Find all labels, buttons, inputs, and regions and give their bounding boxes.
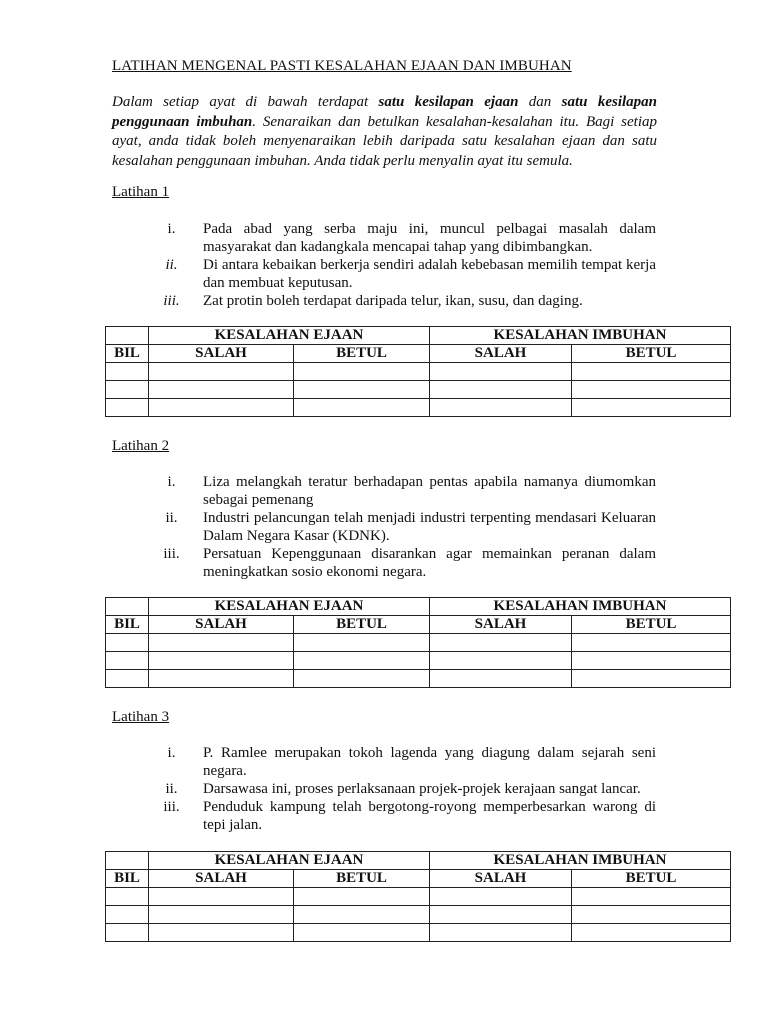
header-salah: SALAH — [149, 616, 294, 634]
instructions-text: . Senaraikan dan betulkan kesalahan-kesalahan itu. Bagi setiap ayat, anda tidak boleh menyenaraikan lebih daripada satu kesalahan ejaan dan satu kesalahan penggunaan imbuhan. Anda tidak perlu menyalin ayat itu semula. — [112, 113, 657, 169]
answer-cell[interactable] — [106, 924, 149, 942]
header-kesalahan-ejaan: KESALAHAN EJAAN — [149, 598, 430, 616]
header-salah: SALAH — [430, 616, 572, 634]
latihan-2-sentences — [140, 473, 656, 581]
answer-cell[interactable] — [572, 363, 731, 381]
header-salah: SALAH — [430, 870, 572, 888]
answer-cell[interactable] — [294, 363, 430, 381]
header-kesalahan-imbuhan: KESALAHAN IMBUHAN — [430, 598, 731, 616]
sentence-item — [140, 473, 656, 509]
item-number: ii. — [165, 781, 178, 797]
instructions-emphasis-imbuhan: satu kesilapan penggunaan imbuhan — [112, 94, 657, 130]
sentence-item — [140, 220, 656, 256]
header-bil: BIL — [106, 616, 149, 634]
answer-cell[interactable] — [430, 634, 572, 652]
header-betul: BETUL — [294, 345, 430, 363]
latihan-3-heading: Latihan 3 — [112, 709, 170, 725]
header-bil: BIL — [106, 345, 149, 363]
item-number: iii. — [163, 799, 180, 815]
header-betul: BETUL — [572, 345, 731, 363]
sentence-item — [140, 780, 656, 798]
latihan-2-answer-table — [105, 597, 731, 688]
answer-row — [106, 906, 731, 924]
sentence-item — [140, 509, 656, 545]
answer-row — [106, 363, 731, 381]
item-number: i. — [167, 745, 176, 761]
answer-cell[interactable] — [294, 670, 430, 688]
latihan-1-heading: Latihan 1 — [112, 184, 170, 200]
item-number: i. — [167, 474, 176, 490]
header-kesalahan-imbuhan: KESALAHAN IMBUHAN — [430, 852, 731, 870]
answer-cell[interactable] — [294, 652, 430, 670]
header-salah: SALAH — [149, 345, 294, 363]
answer-cell[interactable] — [149, 381, 294, 399]
answer-cell[interactable] — [149, 652, 294, 670]
table-corner-cell — [106, 327, 149, 345]
header-betul: BETUL — [294, 870, 430, 888]
answer-cell[interactable] — [106, 381, 149, 399]
answer-cell[interactable] — [572, 924, 731, 942]
answer-row — [106, 399, 731, 417]
answer-cell[interactable] — [106, 888, 149, 906]
instructions-text: Dalam setiap ayat di bawah terdapat — [112, 94, 379, 110]
answer-cell[interactable] — [572, 888, 731, 906]
item-text: Industri pelancungan telah menjadi industri terpenting mendasari Keluaran Dalam Negara Kasar (KDNK). — [203, 510, 656, 544]
sentence-item — [140, 744, 656, 780]
table-corner-cell — [106, 598, 149, 616]
header-betul: BETUL — [572, 616, 731, 634]
answer-cell[interactable] — [149, 924, 294, 942]
answer-cell[interactable] — [106, 634, 149, 652]
answer-cell[interactable] — [149, 363, 294, 381]
answer-cell[interactable] — [572, 381, 731, 399]
item-number: iii. — [163, 293, 180, 309]
answer-cell[interactable] — [430, 399, 572, 417]
answer-cell[interactable] — [430, 906, 572, 924]
item-number: iii. — [163, 546, 180, 562]
answer-row — [106, 652, 731, 670]
sentence-item — [140, 256, 656, 292]
answer-cell[interactable] — [430, 888, 572, 906]
answer-cell[interactable] — [572, 652, 731, 670]
answer-cell[interactable] — [106, 670, 149, 688]
answer-cell[interactable] — [149, 888, 294, 906]
answer-row — [106, 670, 731, 688]
answer-cell[interactable] — [572, 399, 731, 417]
item-text: Liza melangkah teratur berhadapan pentas apabila namanya diumomkan sebagai pemenang — [203, 474, 656, 508]
table-corner-cell — [106, 852, 149, 870]
header-betul: BETUL — [294, 616, 430, 634]
sentence-item — [140, 545, 656, 581]
answer-cell[interactable] — [106, 652, 149, 670]
header-kesalahan-imbuhan: KESALAHAN IMBUHAN — [430, 327, 731, 345]
item-text: Penduduk kampung telah bergotong-royong memperbesarkan warong di tepi jalan. — [203, 799, 656, 833]
answer-cell[interactable] — [572, 906, 731, 924]
page-title: LATIHAN MENGENAL PASTI KESALAHAN EJAAN DAN IMBUHAN — [112, 58, 572, 74]
answer-cell[interactable] — [572, 670, 731, 688]
item-number: ii. — [165, 257, 178, 273]
instructions-paragraph — [112, 93, 657, 171]
latihan-1-answer-table — [105, 326, 731, 417]
answer-cell[interactable] — [294, 634, 430, 652]
answer-row — [106, 924, 731, 942]
answer-cell[interactable] — [294, 399, 430, 417]
answer-row — [106, 888, 731, 906]
latihan-1-sentences — [140, 220, 656, 310]
header-kesalahan-ejaan: KESALAHAN EJAAN — [149, 327, 430, 345]
answer-cell[interactable] — [106, 399, 149, 417]
item-text: Pada abad yang serba maju ini, muncul pelbagai masalah dalam masyarakat dan kadangkala mencapai tahap yang dibimbangkan. — [203, 221, 656, 255]
answer-cell[interactable] — [149, 906, 294, 924]
header-kesalahan-ejaan: KESALAHAN EJAAN — [149, 852, 430, 870]
answer-row — [106, 634, 731, 652]
answer-cell[interactable] — [430, 670, 572, 688]
header-betul: BETUL — [572, 870, 731, 888]
answer-cell[interactable] — [430, 363, 572, 381]
answer-cell[interactable] — [149, 670, 294, 688]
answer-cell[interactable] — [294, 906, 430, 924]
answer-cell[interactable] — [430, 924, 572, 942]
item-number: i. — [167, 221, 176, 237]
item-text: P. Ramlee merupakan tokoh lagenda yang diagung dalam sejarah seni negara. — [203, 745, 656, 779]
latihan-3-answer-table — [105, 851, 731, 942]
sentence-item — [140, 798, 656, 834]
instructions-text: dan — [518, 94, 562, 110]
answer-cell[interactable] — [430, 381, 572, 399]
answer-cell[interactable] — [106, 906, 149, 924]
answer-cell[interactable] — [430, 652, 572, 670]
item-text: Persatuan Kepenggunaan disarankan agar memainkan peranan dalam meningkatkan sosio ekonomi negara. — [203, 546, 656, 580]
answer-row — [106, 381, 731, 399]
answer-cell[interactable] — [294, 888, 430, 906]
header-bil: BIL — [106, 870, 149, 888]
header-salah: SALAH — [149, 870, 294, 888]
item-number: ii. — [165, 510, 178, 526]
latihan-3-sentences — [140, 744, 656, 834]
answer-cell[interactable] — [572, 634, 731, 652]
answer-cell[interactable] — [149, 634, 294, 652]
answer-cell[interactable] — [294, 924, 430, 942]
item-text: Darsawasa ini, proses perlaksanaan projek-projek kerajaan sangat lancar. — [203, 781, 641, 797]
instructions-emphasis-ejaan: satu kesilapan ejaan — [378, 94, 519, 110]
item-text: Di antara kebaikan berkerja sendiri adalah kebebasan memilih tempat kerja dan membuat keputusan. — [203, 257, 656, 291]
answer-cell[interactable] — [106, 363, 149, 381]
answer-cell[interactable] — [149, 399, 294, 417]
latihan-2-heading: Latihan 2 — [112, 438, 170, 454]
item-text: Zat protin boleh terdapat daripada telur, ikan, susu, dan daging. — [203, 293, 583, 309]
sentence-item — [140, 292, 656, 310]
answer-cell[interactable] — [294, 381, 430, 399]
header-salah: SALAH — [430, 345, 572, 363]
